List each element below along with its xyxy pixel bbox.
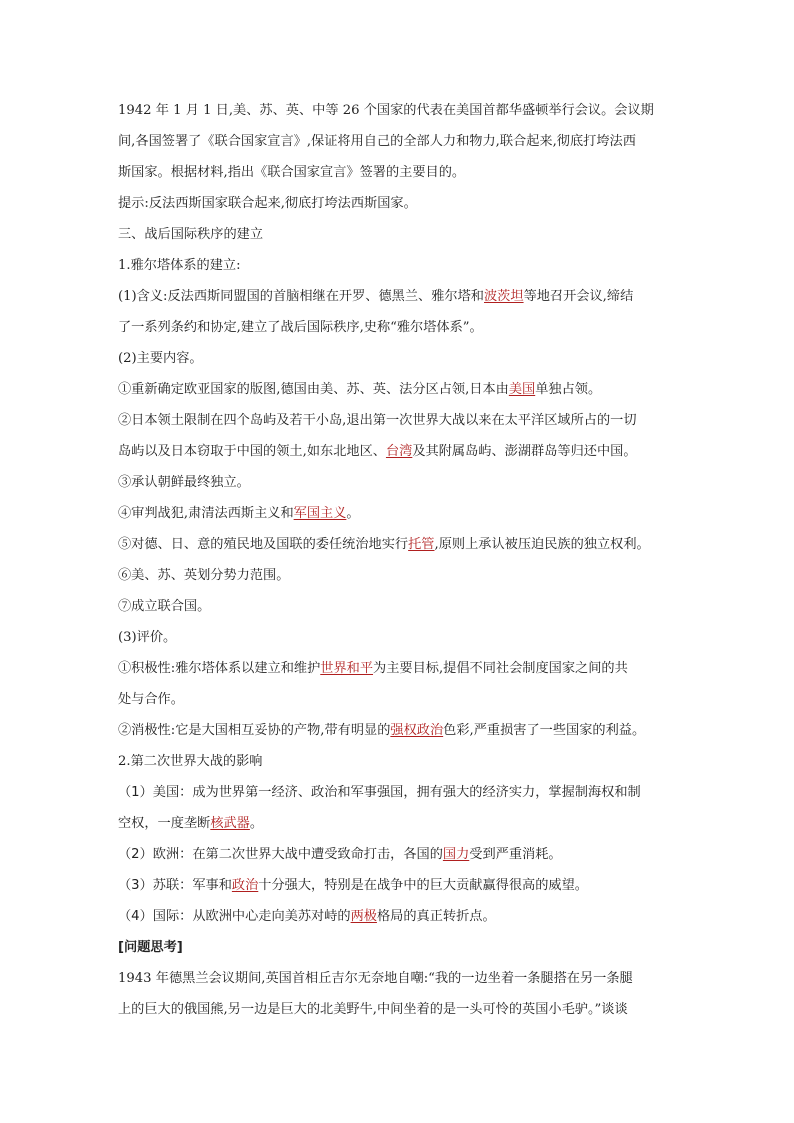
content-item bbox=[118, 374, 684, 405]
text: 空权，一度垄断 bbox=[118, 816, 211, 831]
impact-item bbox=[118, 901, 684, 932]
content-item bbox=[118, 436, 684, 467]
keyword-blank: 世界和平 bbox=[320, 661, 374, 676]
meaning-line: 了一系列条约和协定,建立了战后国际秩序,史称“雅尔塔体系”。 bbox=[118, 320, 483, 335]
evaluation-item bbox=[118, 653, 684, 684]
text: (1)含义:反法西斯同盟国的首脑相继在开罗、德黑兰、雅尔塔和 bbox=[118, 289, 484, 304]
hint-text: 提示:反法西斯国家联合起来,彻底打垮法西斯国家。 bbox=[118, 196, 417, 211]
evaluation-title: (3)评价。 bbox=[118, 630, 177, 645]
keyword-blank: 两极 bbox=[350, 909, 377, 924]
keyword-blank: 核武器 bbox=[210, 816, 250, 831]
content-item bbox=[118, 529, 684, 560]
text: 单独占领。 bbox=[535, 382, 602, 397]
text: 等地召开会议,缔结 bbox=[523, 289, 634, 304]
text: 及其附属岛屿、澎湖群岛等归还中国。 bbox=[412, 444, 637, 459]
paragraph-line: 间,各国签署了《联合国家宣言》,保证将用自己的全部人力和物力,联合起来,彻底打垮法西 bbox=[118, 134, 636, 149]
text: ②消极性:它是大国相互妥协的产物,带有明显的 bbox=[118, 723, 391, 738]
subsection-title: 1.雅尔塔体系的建立: bbox=[118, 258, 241, 273]
text: ④审判战犯,肃清法西斯主义和 bbox=[118, 506, 294, 521]
subsection-title: 2.第二次世界大战的影响 bbox=[118, 754, 263, 769]
keyword-blank: 台湾 bbox=[385, 444, 413, 459]
impact-item: （1）美国：成为世界第一经济、政治和军事强国，拥有强大的经济实力，掌握制海权和制 bbox=[118, 785, 641, 800]
paragraph-line: 1942 年 1 月 1 日,美、苏、英、中等 26 个国家的代表在美国首都华盛顿举行会议。会议期 bbox=[118, 103, 654, 118]
paragraph-line: 斯国家。根据材料,指出《联合国家宣言》签署的主要目的。 bbox=[118, 165, 466, 180]
text: ⑤对德、日、意的殖民地及国联的委任统治地实行 bbox=[118, 537, 409, 552]
keyword-blank: 国力 bbox=[442, 847, 470, 862]
text: （2）欧洲：在第二次世界大战中遭受致命打击，各国的 bbox=[118, 847, 443, 862]
content-item: ⑥美、苏、英划分势力范围。 bbox=[118, 568, 290, 583]
text: （3）苏联：军事和 bbox=[118, 878, 232, 893]
impact-item bbox=[118, 808, 684, 839]
content-item: ②日本领土限制在四个岛屿及若干小岛,退出第一次世界大战以来在太平洋区域所占的一切 bbox=[118, 413, 637, 428]
text: （4）国际：从欧洲中心走向美苏对峙的 bbox=[118, 909, 351, 924]
text: 。 bbox=[249, 816, 264, 831]
keyword-blank: 强权政治 bbox=[390, 723, 444, 738]
text: 格局的真正转折点。 bbox=[376, 909, 496, 924]
text: 岛屿以及日本窃取于中国的领土,如东北地区、 bbox=[118, 444, 386, 459]
keyword-blank: 波茨坦 bbox=[484, 289, 524, 304]
content-title: (2)主要内容。 bbox=[118, 351, 203, 366]
text: 十分强大，特别是在战争中的巨大贡献赢得很高的威望。 bbox=[258, 878, 588, 893]
text: ①重新确定欧亚国家的版图,德国由美、苏、英、法分区占领,日本由 bbox=[118, 382, 509, 397]
text: 为主要目标,提倡不同社会制度国家之间的共 bbox=[373, 661, 628, 676]
content-item bbox=[118, 498, 684, 529]
meaning-line bbox=[118, 281, 684, 312]
keyword-blank: 美国 bbox=[508, 382, 536, 397]
keyword-blank: 政治 bbox=[231, 878, 259, 893]
impact-item bbox=[118, 839, 684, 870]
keyword-blank: 军国主义 bbox=[293, 506, 347, 521]
text: 受到严重消耗。 bbox=[469, 847, 562, 862]
text: ,原则上承认被压迫民族的独立权利。 bbox=[434, 537, 650, 552]
keyword-blank: 托管 bbox=[408, 537, 435, 552]
text: 。 bbox=[346, 506, 360, 521]
text: ①积极性:雅尔塔体系以建立和维护 bbox=[118, 661, 321, 676]
question-line: 上的巨大的俄国熊,另一边是巨大的北美野牛,中间坐着的是一头可怜的英国小毛驴。”谈谈 bbox=[118, 1002, 628, 1017]
document-page bbox=[118, 95, 684, 1025]
content-item: ⑦成立联合国。 bbox=[118, 599, 211, 614]
evaluation-item: 处与合作。 bbox=[118, 692, 184, 707]
impact-item bbox=[118, 870, 684, 901]
question-title: [问题思考] bbox=[118, 940, 183, 955]
question-line: 1943 年德黑兰会议期间,英国首相丘吉尔无奈地自嘲:“我的一边坐着一条腿搭在另一条腿 bbox=[118, 971, 633, 986]
text: 色彩,严重损害了一些国家的利益。 bbox=[443, 723, 646, 738]
content-item: ③承认朝鲜最终独立。 bbox=[118, 475, 250, 490]
section-title: 三、战后国际秩序的建立 bbox=[118, 227, 264, 242]
evaluation-item bbox=[118, 715, 684, 746]
